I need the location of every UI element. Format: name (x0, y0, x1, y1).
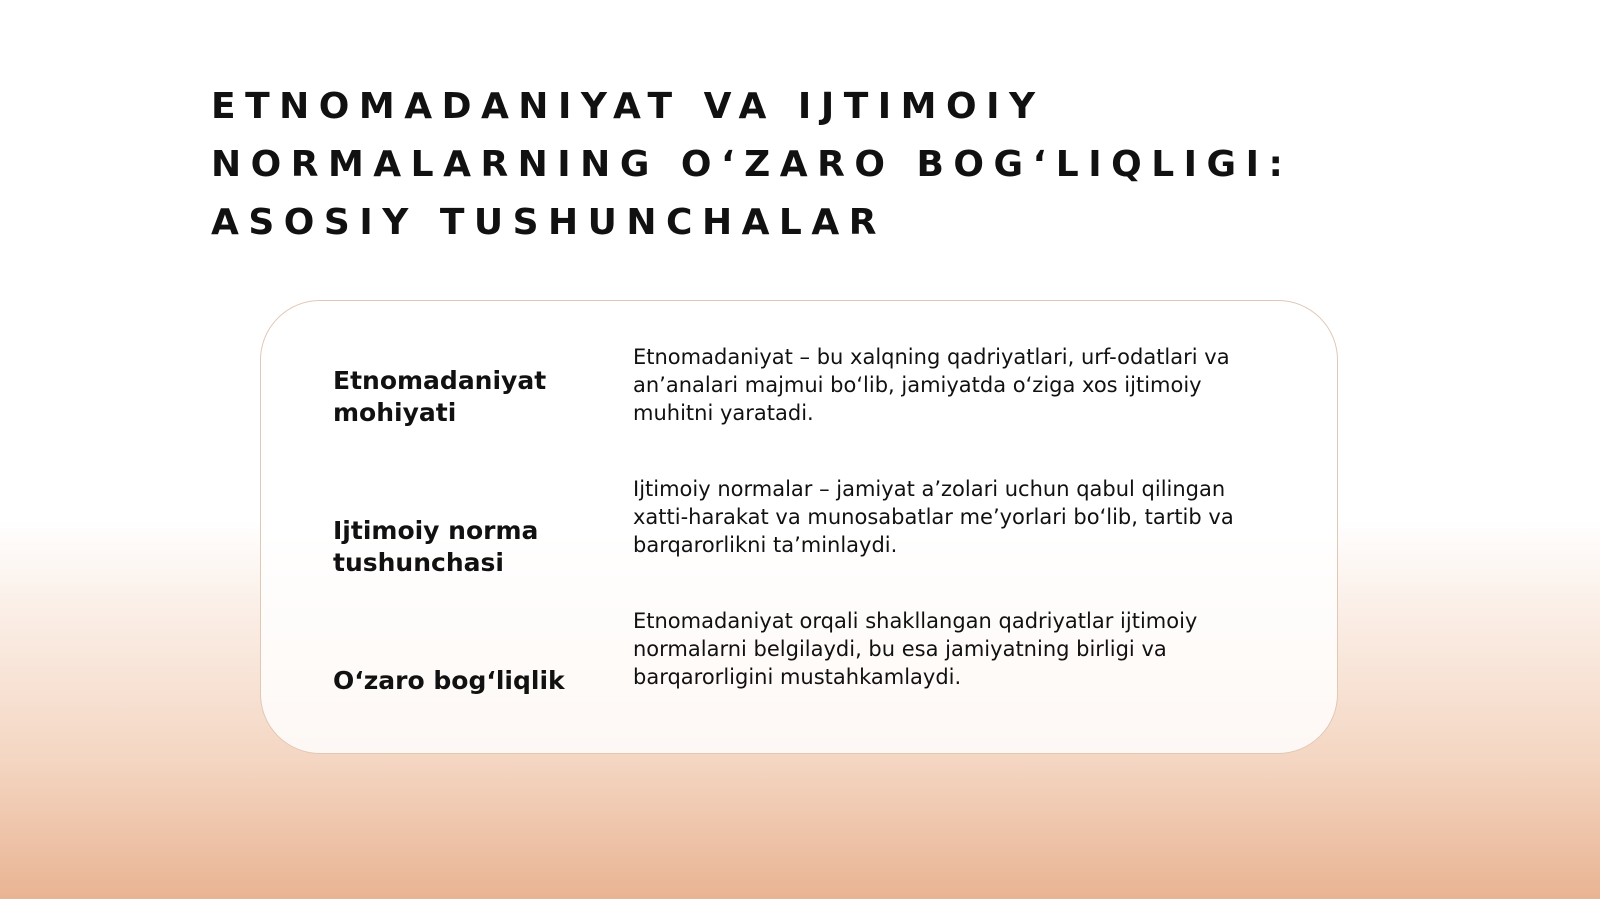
concept-term: Etnomadaniyat mohiyati (333, 366, 547, 427)
slide-title-line: ETNOMADANIYAT VA IJTIMOIY (211, 86, 1045, 127)
slide-title (211, 78, 1411, 252)
concept-term: Ijtimoiy norma tushunchasi (333, 516, 539, 577)
concepts-card (260, 300, 1338, 754)
concept-definition: Ijtimoiy normalar – jamiyat a’zolari uchun qabul qilingan xatti-harakat va munosabatlar me’yorlari bo‘lib, tartib va barqarorlikni ta’minlaydi. (633, 477, 1234, 557)
slide-title-line: ASOSIY TUSHUNCHALAR (211, 202, 886, 243)
concept-term: O‘zaro bog‘liqlik (333, 666, 565, 695)
concept-definition: Etnomadaniyat – bu xalqning qadriyatlari, urf-odatlari va an’analari majmui bo‘lib, jamiyatda o‘ziga xos ijtimoiy muhitni yaratadi. (633, 345, 1230, 425)
slide-title-line: NORMALARNING O‘ZARO BOG‘LIQLIGI: (211, 144, 1293, 185)
concept-definition: Etnomadaniyat orqali shakllangan qadriyatlar ijtimoiy normalarni belgilaydi, bu esa jamiyatning birligi va barqarorligini mustahkamlaydi. (633, 609, 1198, 689)
